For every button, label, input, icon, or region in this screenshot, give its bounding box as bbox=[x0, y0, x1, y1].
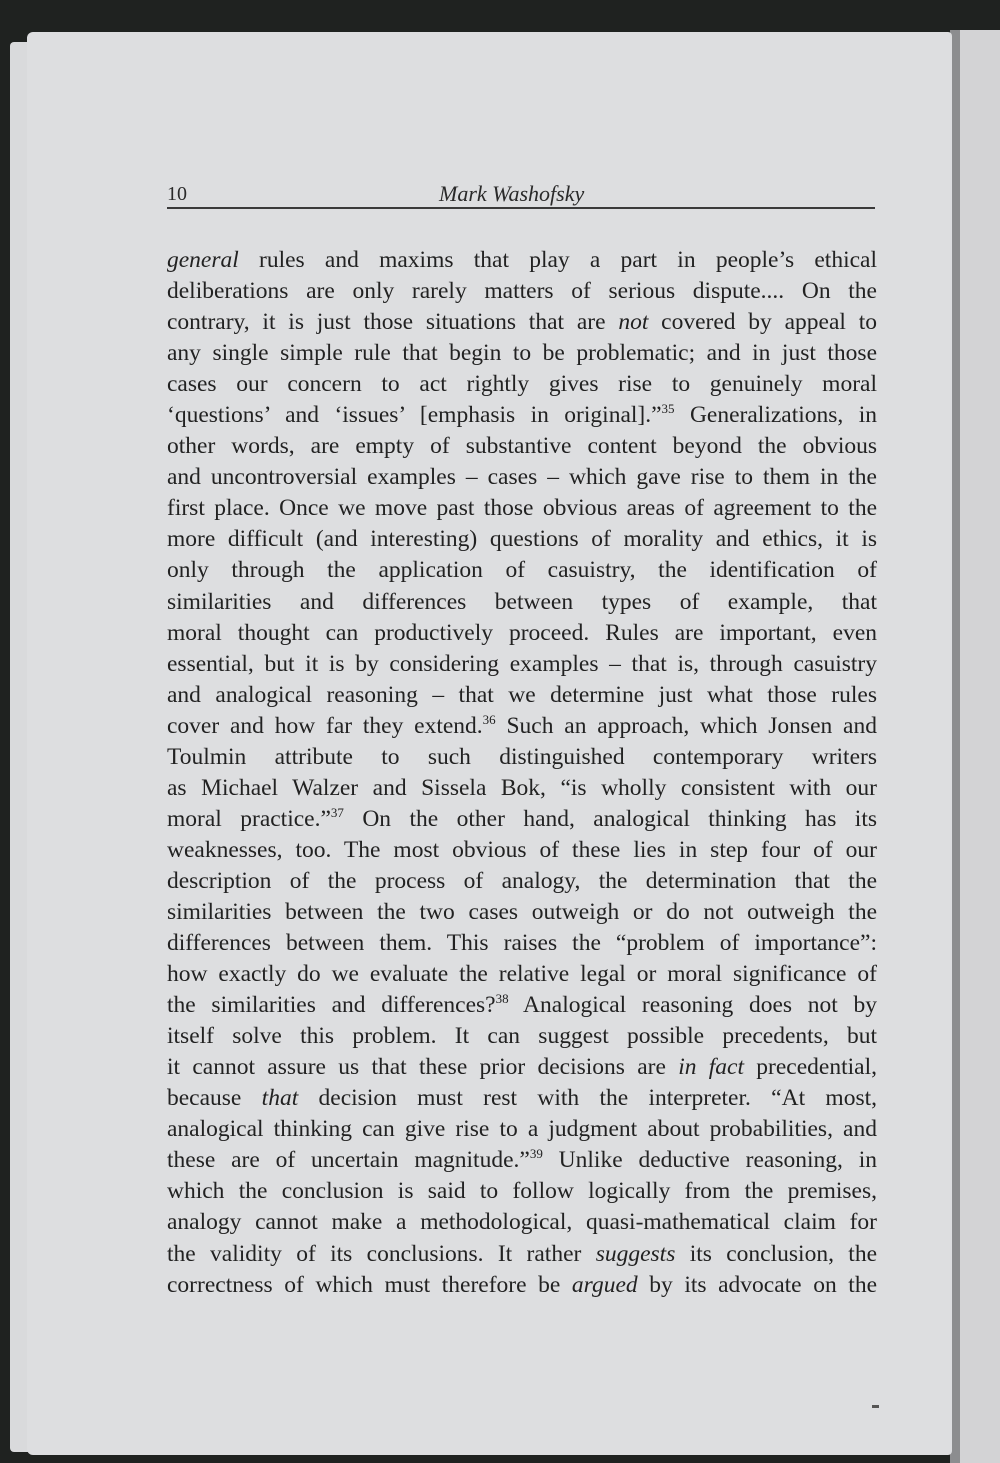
text-segment: Such an approach, which Jonsen and bbox=[495, 712, 877, 739]
text-segment: similarities between the two cases outweigh or do not outweigh the bbox=[167, 898, 877, 925]
text-segment: the similarities and differences? bbox=[167, 992, 496, 1019]
text-segment: essential, but it is by considering examples – that is, through casuistry bbox=[167, 650, 877, 677]
emphasis-text: argued bbox=[571, 1271, 638, 1298]
text-segment: other words, are empty of substantive content beyond the obvious bbox=[167, 433, 877, 460]
text-line bbox=[167, 649, 877, 680]
text-segment: by its advocate on the bbox=[637, 1271, 877, 1298]
text-segment: description of the process of analogy, the determination that the bbox=[167, 867, 877, 894]
text-line bbox=[167, 618, 877, 649]
text-line bbox=[167, 1176, 877, 1207]
text-segment: and analogical reasoning – that we determine just what those rules bbox=[167, 681, 877, 708]
text-line bbox=[167, 680, 877, 711]
text-line bbox=[167, 276, 877, 307]
text-line bbox=[167, 773, 877, 804]
text-segment: any single simple rule that begin to be problematic; and in just those bbox=[167, 340, 877, 367]
text-segment: Toulmin attribute to such distinguished contemporary writers bbox=[167, 743, 877, 770]
text-line bbox=[167, 742, 877, 773]
text-line bbox=[167, 928, 877, 959]
text-segment: which the conclusion is said to follow logically from the premises, bbox=[167, 1178, 877, 1205]
text-segment: deliberations are only rarely matters of serious dispute.... On the bbox=[167, 278, 877, 305]
footnote-ref: 37 bbox=[330, 804, 344, 820]
text-segment: itself solve this problem. It can suggest possible precedents, but bbox=[167, 1023, 877, 1050]
page-number: 10 bbox=[167, 183, 187, 205]
footnote-ref: 36 bbox=[482, 711, 496, 727]
running-title: Mark Washofsky bbox=[439, 181, 585, 206]
text-line bbox=[167, 1145, 877, 1176]
text-line bbox=[167, 959, 877, 990]
text-segment: decision must rest with the interpreter. “At most, bbox=[298, 1085, 877, 1112]
text-line bbox=[167, 1021, 877, 1052]
text-segment: analogy cannot make a methodological, quasi-mathematical claim for bbox=[167, 1209, 877, 1236]
text-segment: weaknesses, too. The most obvious of these lies in step four of our bbox=[167, 836, 877, 863]
text-line bbox=[167, 835, 877, 866]
text-segment: cases our concern to act rightly gives rise to genuinely moral bbox=[167, 371, 877, 398]
text-segment: Analogical reasoning does not by bbox=[508, 992, 877, 1019]
text-line bbox=[167, 1239, 877, 1270]
text-segment: ‘questions’ and ‘issues’ [emphasis in original].” bbox=[167, 402, 662, 429]
text-line bbox=[167, 555, 877, 586]
text-line bbox=[167, 400, 877, 431]
text-segment: more difficult (and interesting) questions of morality and ethics, it is bbox=[167, 526, 877, 553]
text-segment: differences between them. This raises the “problem of importance”: bbox=[167, 930, 877, 957]
text-segment: the validity of its conclusions. It rather bbox=[167, 1240, 596, 1267]
text-segment: it cannot assure us that these prior decisions are bbox=[167, 1054, 679, 1081]
text-segment: as Michael Walzer and Sissela Bok, “is wholly consistent with our bbox=[167, 774, 877, 801]
text-segment: how exactly do we evaluate the relative legal or moral significance of bbox=[167, 961, 877, 988]
text-line bbox=[167, 1207, 877, 1238]
text-segment: On the other hand, analogical thinking has its bbox=[343, 805, 877, 832]
text-segment: moral thought can productively proceed. Rules are important, even bbox=[167, 619, 877, 646]
text-segment: these are of uncertain magnitude.” bbox=[167, 1147, 530, 1174]
text-line bbox=[167, 897, 877, 928]
running-header bbox=[167, 183, 875, 209]
text-line bbox=[167, 1270, 877, 1301]
text-segment: Unlike deductive reasoning, in bbox=[542, 1147, 877, 1174]
text-line bbox=[167, 369, 877, 400]
text-segment: Generalizations, in bbox=[674, 402, 877, 429]
text-line bbox=[167, 462, 877, 493]
text-segment: its conclusion, the bbox=[675, 1240, 878, 1267]
emphasis-text: general bbox=[167, 247, 239, 273]
text-segment: because bbox=[167, 1085, 262, 1112]
text-segment: cover and how far they extend. bbox=[167, 712, 483, 739]
text-segment: correctness of which must therefore be bbox=[167, 1271, 572, 1298]
emphasis-text: that bbox=[261, 1085, 299, 1112]
text-segment: and uncontroversial examples – cases – which gave rise to them in the bbox=[167, 464, 877, 491]
text-line bbox=[167, 1083, 877, 1114]
text-line bbox=[167, 990, 877, 1021]
emphasis-text: suggests bbox=[595, 1240, 676, 1267]
text-line bbox=[167, 338, 877, 369]
footnote-ref: 38 bbox=[495, 991, 509, 1007]
text-line bbox=[167, 1052, 877, 1083]
text-line bbox=[167, 804, 877, 835]
emphasis-text: in fact bbox=[678, 1054, 745, 1081]
text-line bbox=[167, 307, 877, 338]
text-segment: rules and maxims that play a part in people’s ethical bbox=[238, 247, 877, 273]
emphasis-text: not bbox=[618, 309, 649, 336]
text-segment: contrary, it is just those situations that are bbox=[167, 309, 619, 336]
facing-page-edge bbox=[960, 30, 1000, 1463]
text-segment: analogical thinking can give rise to a judgment about probabilities, and bbox=[167, 1116, 877, 1143]
text-segment: only through the application of casuistry, the identification of bbox=[167, 557, 877, 584]
text-segment: covered by appeal to bbox=[648, 309, 877, 336]
text-line bbox=[167, 587, 877, 618]
text-line bbox=[167, 431, 877, 462]
text-line bbox=[167, 1114, 877, 1145]
text-line bbox=[167, 493, 877, 524]
footnote-ref: 39 bbox=[529, 1146, 543, 1162]
text-line bbox=[167, 866, 877, 897]
text-line bbox=[167, 245, 877, 276]
text-line bbox=[167, 711, 877, 742]
footnote-ref: 35 bbox=[661, 401, 675, 417]
text-segment: first place. Once we move past those obvious areas of agreement to the bbox=[167, 495, 877, 522]
text-segment: precedential, bbox=[744, 1054, 877, 1081]
text-segment: moral practice.” bbox=[167, 805, 331, 832]
text-line bbox=[167, 524, 877, 555]
text-segment: similarities and differences between types of example, that bbox=[167, 588, 877, 615]
body-text bbox=[167, 245, 877, 1301]
scan-mark bbox=[872, 1405, 879, 1408]
